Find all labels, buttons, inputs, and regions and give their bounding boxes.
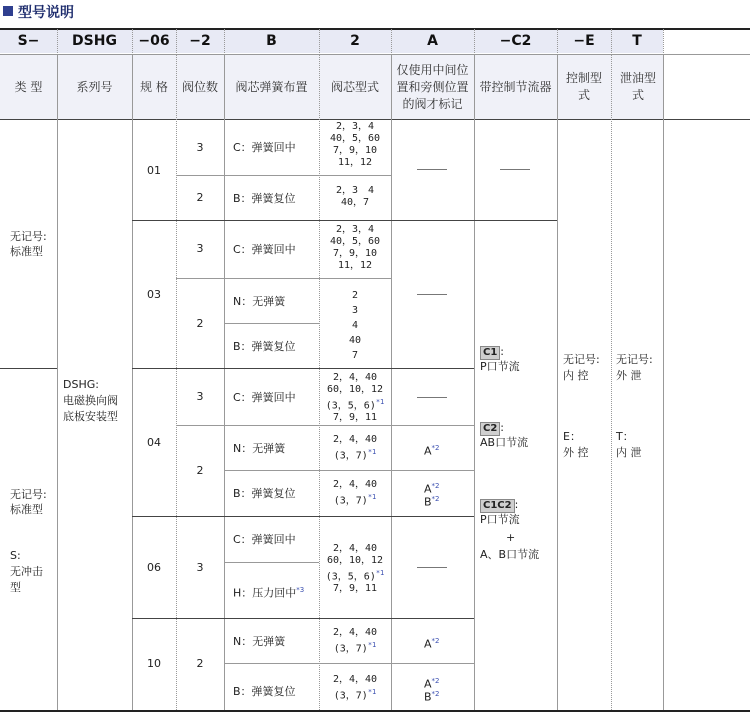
mark-b: B [424, 495, 432, 509]
spring-01-b: B：弹簧复位 [233, 192, 296, 205]
spool-line: 2，4，40 [332, 372, 378, 383]
spool-03-nb [319, 288, 391, 363]
size-01: 01 [147, 164, 161, 177]
type-std-label: 无记号: [10, 230, 47, 243]
mark-04-b-b [424, 492, 440, 510]
size-06: 06 [147, 561, 161, 574]
spool-line: 7，9，11 [332, 583, 378, 595]
header-mark: 仅使用中间位置和旁侧位置的阀才标记 [396, 62, 469, 111]
positions-01-2: 2 [196, 191, 204, 204]
control-external: 外 控 [563, 446, 589, 459]
spool-line: 4 [351, 320, 359, 331]
spool-line: 7，9，10 [332, 248, 378, 259]
series-code: DSHG: [63, 378, 99, 391]
spring-04-b: B：弹簧复位 [233, 487, 296, 500]
spring-03-n: N：无弹簧 [233, 295, 286, 308]
spool-line: 2，4，40 [332, 543, 378, 554]
spring-10-b: B：弹簧复位 [233, 685, 296, 698]
header-drain: 泄油型式 [620, 71, 657, 102]
dash-01-mark [417, 169, 447, 170]
header-type: 类 型 [14, 79, 43, 94]
spool-line: 3，5，6 [331, 400, 370, 412]
spool-line: 3 [351, 305, 359, 316]
spool-line: 2 [351, 290, 359, 301]
note-2-mark: *2 [431, 690, 440, 698]
spool-line: (3，7) [333, 643, 368, 655]
note-1-mark: *1 [367, 688, 377, 696]
square-bullet-icon [3, 6, 13, 16]
header-control: 控制型式 [566, 71, 603, 102]
throttle-c2: C2 : [480, 420, 504, 436]
code-mark: A [427, 33, 438, 49]
spool-line: 2，3，4 [335, 224, 375, 235]
spring-06-h [233, 583, 304, 601]
throttle-c1c2: C1C2 : [480, 497, 518, 513]
section-header [0, 0, 750, 26]
size-10: 10 [147, 657, 161, 670]
spool-04-b [319, 479, 391, 507]
spool-line: (3，7) [333, 690, 368, 702]
spool-line: 2，4，40 [332, 674, 378, 685]
drain-external: 外 泄 [616, 369, 642, 382]
mark-04-n [424, 441, 440, 459]
spool-line: 7 [351, 350, 359, 361]
spool-line-paren: (3，5，6)$^{*1}$ [325, 398, 385, 412]
dash-06-mark [417, 567, 447, 568]
dash-04c-mark [417, 397, 447, 398]
spring-04-c: C：弹簧回中 [233, 391, 296, 404]
dash-01-throttle [500, 169, 530, 170]
series-desc: 电磁换向阀 [63, 394, 118, 407]
code-control: −E [573, 33, 595, 49]
type-s-label: S: [10, 549, 21, 562]
code-spool: 2 [350, 33, 360, 49]
c1c2-badge: C1C2 [480, 499, 515, 513]
spool-line: 40 [348, 335, 362, 346]
spool-04-c [319, 372, 391, 424]
c1-badge: C1 [480, 346, 500, 360]
header-throttle: 带控制节流器 [479, 79, 552, 94]
control-internal: 内 控 [563, 369, 589, 382]
spool-line: 2，3 4 [335, 185, 375, 196]
type-s-desc-2: 型 [10, 581, 21, 594]
spool-04-n [319, 434, 391, 462]
spool-line: 60，10，12 [326, 384, 384, 395]
control-none: 无记号: [563, 353, 600, 366]
code-throttle: −C2 [499, 33, 532, 49]
spool-03-c [319, 224, 391, 272]
spool-06 [319, 543, 391, 595]
type-std-label-2: 无记号: [10, 488, 47, 501]
note-1-mark: *1 [367, 493, 377, 501]
type-s-desc: 无冲击 [10, 565, 43, 578]
mark-a: A [424, 677, 432, 691]
throttle-c1c2-desc: P口节流 [480, 513, 520, 526]
spool-line: 2，4，40 [332, 627, 378, 638]
drain-t: T： [616, 430, 634, 443]
note-2-mark: *2 [431, 482, 440, 490]
spring-03-c: C：弹簧回中 [233, 243, 296, 256]
size-03: 03 [147, 288, 161, 301]
spool-01-b [319, 185, 391, 209]
mark-b: B [424, 690, 432, 704]
note-2-mark: *2 [431, 677, 440, 685]
spool-line-note [319, 446, 391, 462]
mark-a: A [424, 637, 432, 651]
positions-04-2: 2 [196, 464, 204, 477]
positions-01-3: 3 [196, 141, 204, 154]
spool-line: (3，7) [333, 495, 368, 507]
spool-line: 7，9，11 [332, 412, 378, 424]
header-positions: 阀位数 [181, 79, 218, 94]
type-std-desc: 标准型 [10, 245, 43, 258]
spring-06-c: C：弹簧回中 [233, 533, 296, 546]
positions-06-3: 3 [196, 561, 204, 574]
spool-line: 2，4，40 [332, 479, 378, 490]
throttle-plus: + [506, 531, 516, 544]
spool-line: 11，12 [337, 157, 373, 168]
mark-10-n [424, 634, 440, 652]
note-1-mark: *1 [375, 569, 385, 577]
spool-line: 7，9，10 [332, 145, 378, 156]
spool-line: 2，4，40 [332, 434, 378, 445]
header-spool: 阀芯型式 [330, 79, 379, 94]
spool-line: 40，7 [340, 197, 370, 208]
spool-10-b [319, 674, 391, 702]
spool-line: (3，7) [333, 450, 368, 462]
c2-badge: C2 [480, 422, 500, 436]
note-1-mark: *1 [367, 641, 377, 649]
mark-a: A [424, 444, 432, 458]
code-spring: B [266, 33, 277, 49]
positions-10-2: 2 [196, 657, 204, 670]
throttle-c1: C1 : [480, 344, 504, 360]
spool-line: 60，10，12 [326, 555, 384, 566]
positions-04-3: 3 [196, 390, 204, 403]
drain-internal: 内 泄 [616, 446, 642, 459]
note-2-mark: *2 [431, 495, 440, 503]
code-series: DSHG [72, 33, 117, 49]
header-spring: 阀芯弹簧布置 [235, 79, 308, 94]
spring-06-h-label: H：压力回中 [233, 586, 297, 600]
mark-10-b-b [424, 687, 440, 705]
dash-03-mark [417, 294, 447, 295]
drain-none: 无记号: [616, 353, 653, 366]
spool-10-n [319, 627, 391, 655]
positions-03-2: 2 [196, 317, 204, 330]
control-e: E： [563, 430, 581, 443]
throttle-c1-desc: P口节流 [480, 360, 520, 373]
spring-03-b: B：弹簧复位 [233, 340, 296, 353]
mark-a: A [424, 482, 432, 496]
spool-line: 40，5，60 [329, 133, 381, 144]
positions-03-3: 3 [196, 242, 204, 255]
spring-01-c: C：弹簧回中 [233, 141, 296, 154]
note-1-mark: *1 [375, 398, 385, 406]
spool-line: 3，5，6 [331, 571, 370, 583]
note-2-mark: *2 [431, 637, 440, 645]
series-desc-2: 底板安装型 [63, 410, 118, 423]
code-drain: T [632, 33, 642, 49]
size-04: 04 [147, 436, 161, 449]
code-type: S− [17, 33, 40, 49]
spool-line: 40，5，60 [329, 236, 381, 247]
code-positions: −2 [189, 33, 211, 49]
note-2-mark: *2 [431, 444, 440, 452]
spool-line-note [319, 491, 391, 507]
spool-line-note [319, 639, 391, 655]
section-title: 型号说明 [18, 5, 74, 21]
spool-line: 2，3，4 [335, 121, 375, 132]
throttle-c1c2-desc-2: A、B口节流 [480, 548, 540, 561]
header-series: 系列号 [76, 79, 113, 94]
header-size: 规 格 [140, 79, 168, 94]
code-size: −06 [138, 33, 170, 49]
spool-line-paren: (3，5，6)$^{*1}$ [325, 569, 385, 583]
note-3-mark: *3 [296, 586, 305, 594]
spool-01-c [319, 121, 391, 169]
type-std-desc-2: 标准型 [10, 503, 43, 516]
spool-line-note [319, 686, 391, 702]
spring-10-n: N：无弹簧 [233, 635, 286, 648]
note-1-mark: *1 [367, 448, 377, 456]
throttle-c2-desc: AB口节流 [480, 436, 529, 449]
spring-04-n: N：无弹簧 [233, 442, 286, 455]
spool-line: 11，12 [337, 260, 373, 271]
